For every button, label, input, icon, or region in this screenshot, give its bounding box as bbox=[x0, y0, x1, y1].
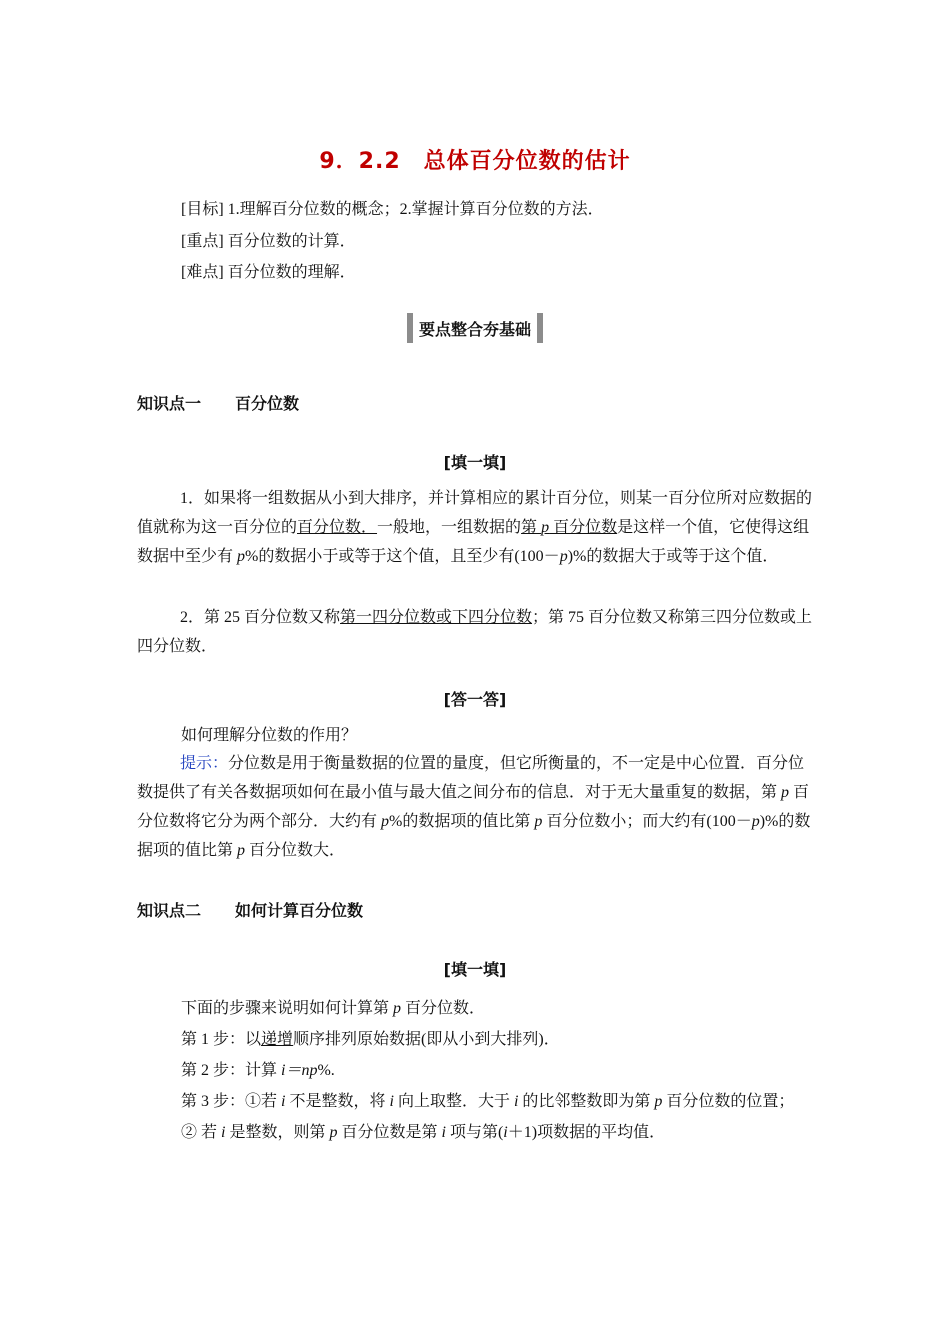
target-text: 1.理解百分位数的概念；2.掌握计算百分位数的方法． bbox=[223, 201, 604, 218]
answer-label: [答一答] bbox=[443, 690, 507, 709]
target-tag: [目标] bbox=[181, 201, 224, 218]
goal-line-key bbox=[181, 228, 356, 251]
difficulty-tag: [难点] bbox=[181, 264, 224, 281]
question-text: 如何理解分位数的作用？ bbox=[181, 727, 358, 744]
goal-line-target bbox=[181, 196, 604, 219]
section2-heading bbox=[137, 898, 363, 921]
difficulty-text: 百分位数的理解． bbox=[223, 264, 356, 281]
step-2: 第 2 步：计算 i＝np%. bbox=[181, 1062, 335, 1079]
blank-answer-2: 第 p 百分位数 bbox=[521, 519, 618, 536]
step2-formula: i＝np bbox=[281, 1062, 318, 1079]
step-1: 第 1 步：以递增顺序排列原始数据(即从小到大排列)． bbox=[181, 1031, 560, 1048]
blank-answer-4: 递增 bbox=[261, 1031, 294, 1048]
blank-answer-3: 第一四分位数或下四分位数 bbox=[340, 609, 533, 626]
page-title: 9．2.2 总体百分位数的估计 bbox=[319, 149, 631, 174]
section1-number: 知识点一 bbox=[137, 394, 202, 413]
section1-heading bbox=[137, 391, 299, 414]
step-3: 第 3 步：①若 i 不是整数，将 i 向上取整．大于 i 的比邻整数即为第 p 百分位数的位置； bbox=[181, 1093, 795, 1110]
key-text: 百分位数的计算． bbox=[223, 233, 356, 250]
hint-label: 提示： bbox=[180, 755, 229, 772]
section-banner bbox=[0, 313, 950, 343]
goal-line-difficulty bbox=[181, 259, 356, 282]
blank-answer-1: 百分位数． bbox=[297, 519, 378, 536]
fill-label-2: [填一填] bbox=[443, 960, 507, 979]
definition-paragraph: 1．如果将一组数据从小到大排序，并计算相应的累计百分位，则某一百分位所对应数据的值就称为这一百分位的百分位数．一般地，一组数据的第 p 百分位数是这样一个值，它使得这组数据中至少有 p%的数据小于或等于这个值，且至少有(100－p)%的数据大于或等于这个值． bbox=[137, 490, 813, 565]
section2-number: 知识点二 bbox=[137, 901, 202, 920]
fill-label-1: [填一填] bbox=[443, 453, 507, 472]
steps-intro: 下面的步骤来说明如何计算第 p 百分位数． bbox=[181, 1000, 486, 1017]
banner-right-bar bbox=[537, 313, 543, 343]
key-tag: [重点] bbox=[181, 233, 224, 250]
quartile-paragraph: 2．第 25 百分位数又称第一四分位数或下四分位数；第 75 百分位数又称第三四分位数或上四分位数． bbox=[137, 609, 813, 655]
section1-title: 百分位数 bbox=[235, 394, 300, 413]
section2-title: 如何计算百分位数 bbox=[235, 901, 364, 920]
hint-paragraph: 提示：分位数是用于衡量数据的位置的量度，但它所衡量的，不一定是中心位置．百分位数提供了有关各数据项如何在最小值与最大值之间分布的信息．对于无大量重复的数据，第 p 百分位数将它分为两个部分．大约有 p%的数据项的值比第 p 百分位数小；而大约有(100－p)%的数据项的值比第 p 百分位数大． bbox=[137, 755, 811, 859]
banner-text: 要点整合夯基础 bbox=[418, 319, 531, 339]
step-3-case-2: ② 若 i 是整数，则第 p 百分位数是第 i 项与第(i＋1)项数据的平均值． bbox=[181, 1124, 666, 1141]
